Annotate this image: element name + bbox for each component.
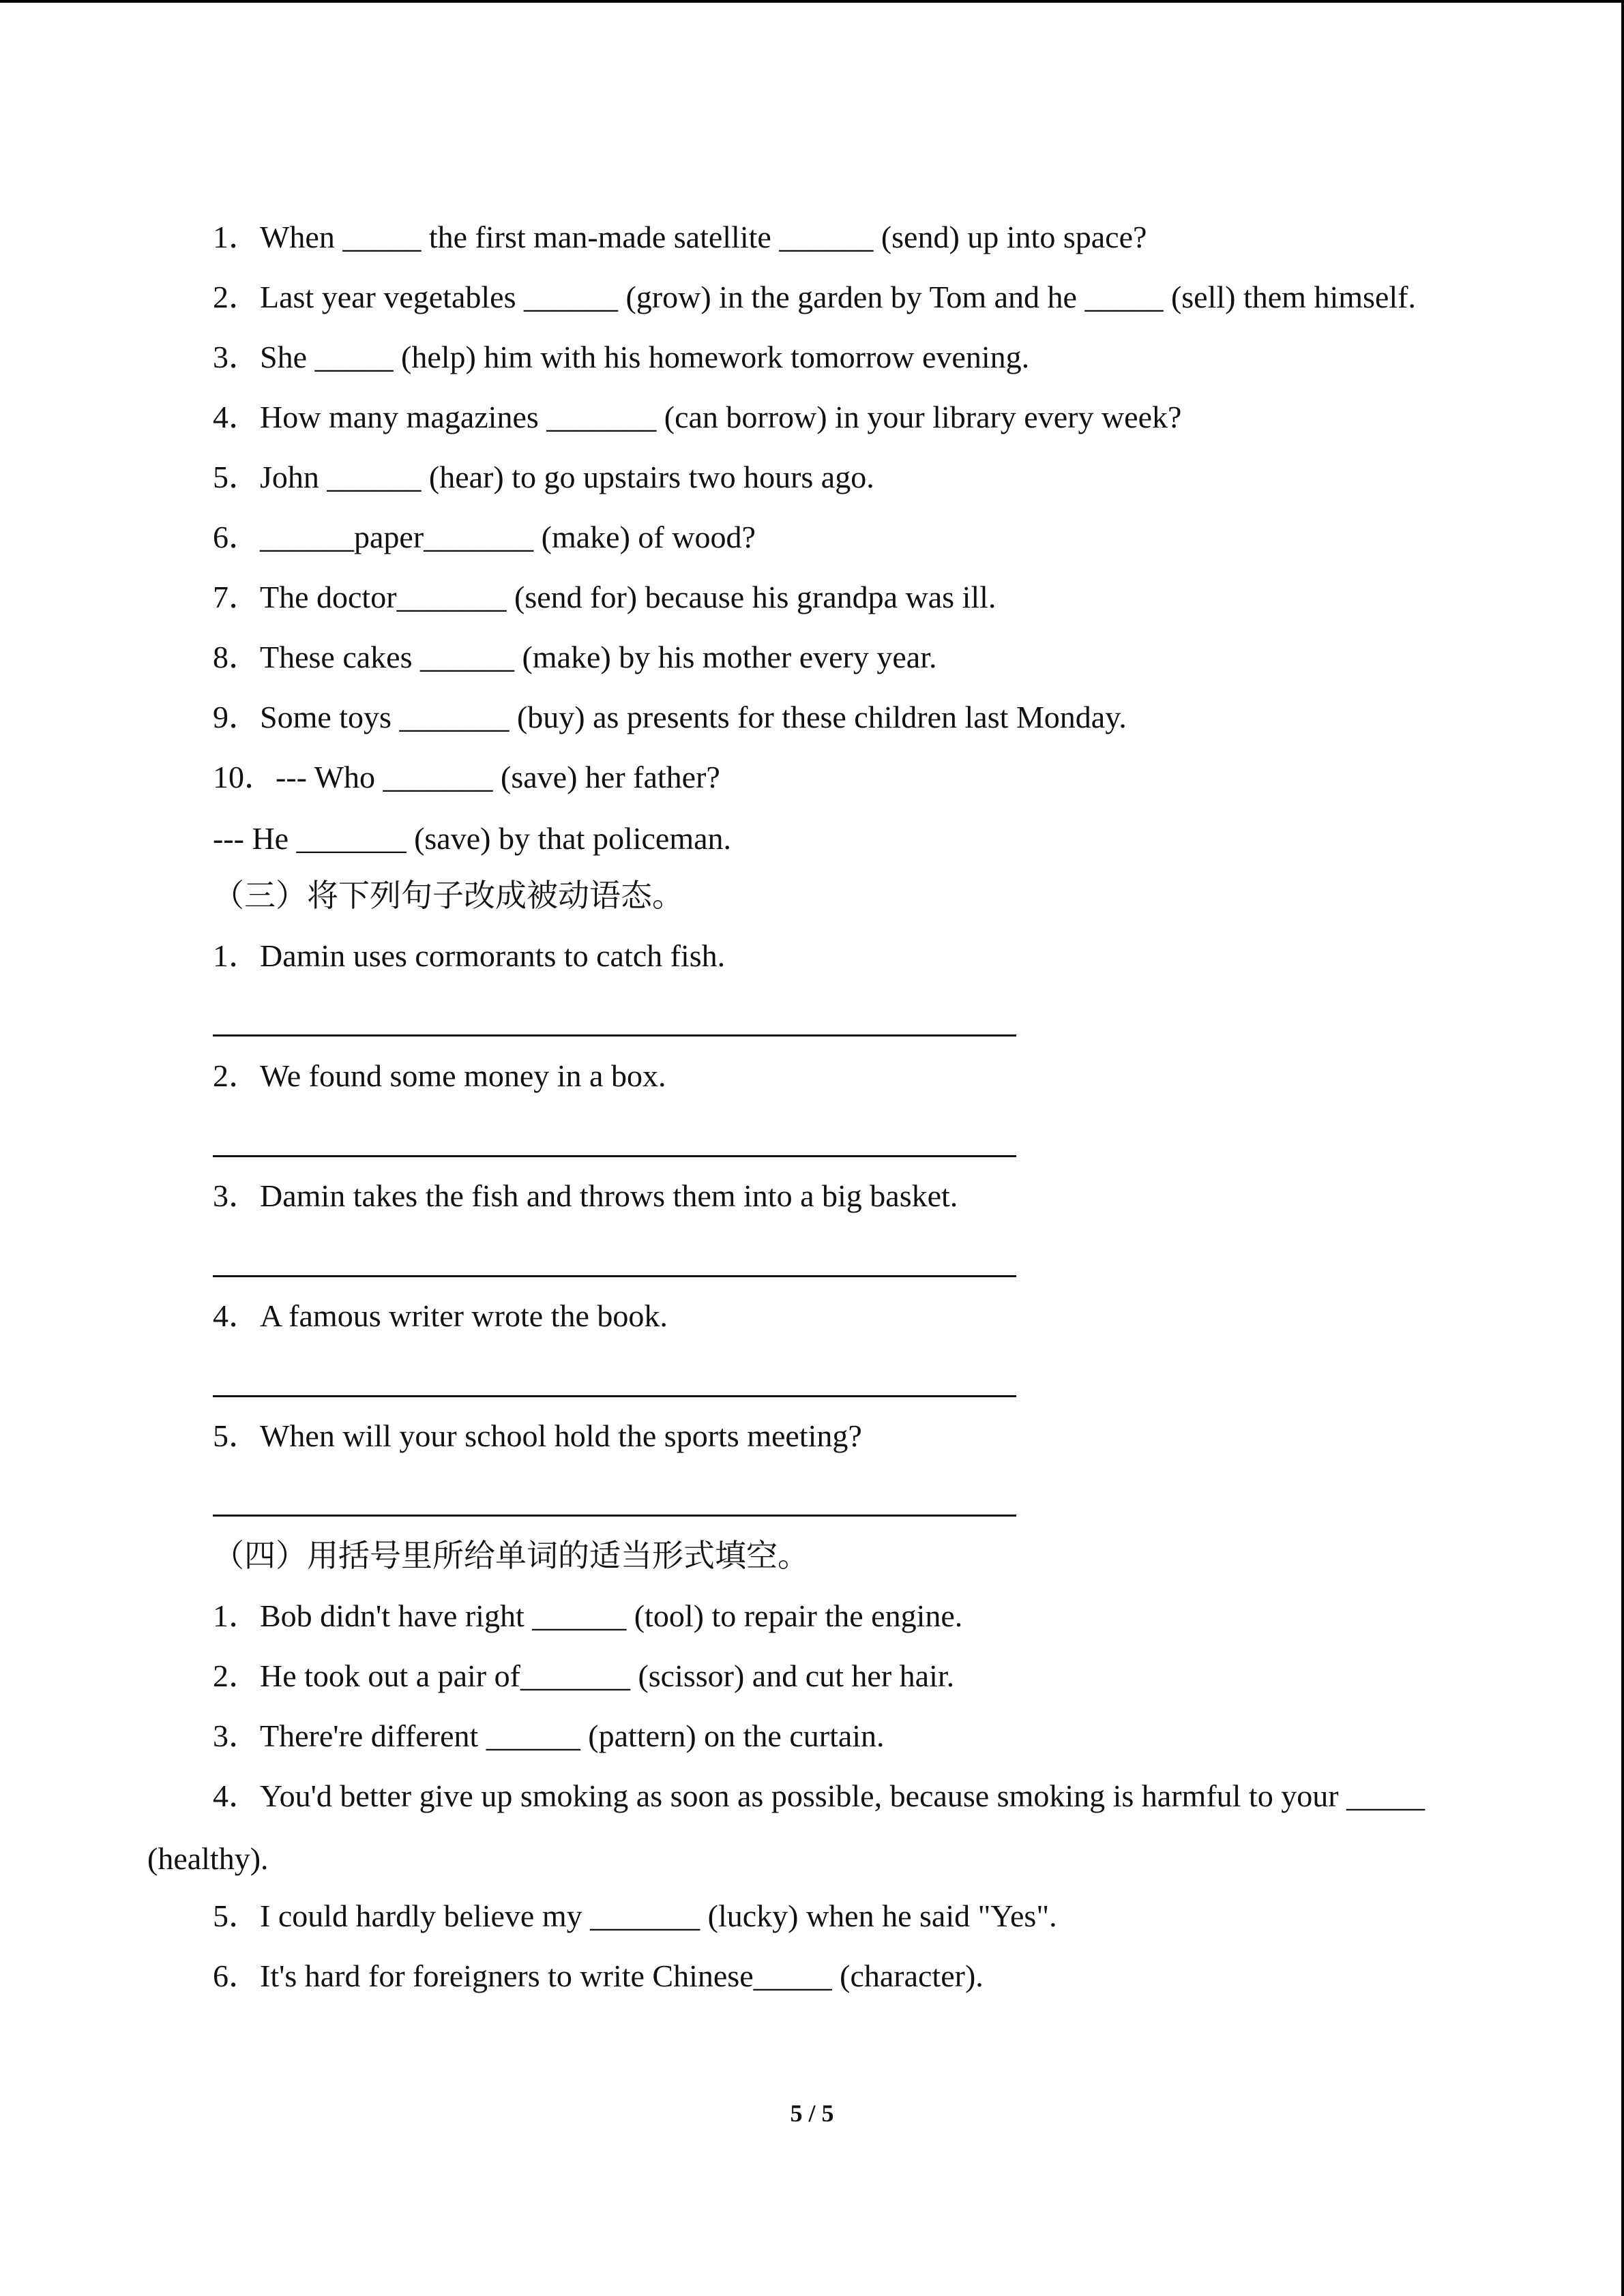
question-4-1: 1．Bob didn't have right ______ (tool) to repair the engine. bbox=[213, 1598, 963, 1633]
question-2-2: 2．Last year vegetables ______ (grow) in the garden by Tom and he _____ (sell) them himself. bbox=[213, 280, 1416, 314]
question-2-5: 5．John ______ (hear) to go upstairs two hours ago. bbox=[213, 460, 874, 494]
question-2-3: 3．She _____ (help) him with his homework tomorrow evening. bbox=[213, 340, 1030, 374]
page-number: 5 / 5 bbox=[790, 2100, 834, 2127]
question-2-9: 9．Some toys _______ (buy) as presents for these children last Monday. bbox=[213, 700, 1127, 734]
section-3-heading: （三）将下列句子改成被动语态。 bbox=[213, 878, 683, 913]
question-4-2: 2．He took out a pair of_______ (scissor) and cut her hair. bbox=[213, 1658, 955, 1693]
page-border-top bbox=[0, 0, 1624, 3]
answer-line-3-3 bbox=[213, 1275, 1016, 1277]
question-2-1: 1．When _____ the first man-made satellite ______ (send) up into space? bbox=[213, 220, 1147, 254]
question-4-3: 3．There're different ______ (pattern) on the curtain. bbox=[213, 1718, 885, 1753]
question-3-1: 1．Damin uses cormorants to catch fish. bbox=[213, 938, 726, 973]
question-2-4: 4．How many magazines _______ (can borrow) in your library every week? bbox=[213, 400, 1182, 434]
answer-line-3-5 bbox=[213, 1515, 1016, 1517]
answer-line-3-1 bbox=[213, 1034, 1016, 1037]
question-3-4: 4．A famous writer wrote the book. bbox=[213, 1298, 668, 1333]
question-4-5: 5．I could hardly believe my _______ (lucky) when he said "Yes". bbox=[213, 1898, 1057, 1933]
question-3-3: 3．Damin takes the fish and throws them into a big basket. bbox=[213, 1178, 958, 1213]
answer-line-3-4 bbox=[213, 1395, 1016, 1397]
question-2-8: 8．These cakes ______ (make) by his mother every year. bbox=[213, 640, 937, 674]
question-3-2: 2．We found some money in a box. bbox=[213, 1058, 666, 1093]
question-4-6: 6．It's hard for foreigners to write Chinese_____ (character). bbox=[213, 1958, 984, 1993]
question-4-4: 4．You'd better give up smoking as soon as possible, because smoking is harmful to your _____ bbox=[213, 1778, 1426, 1813]
answer-line-3-2 bbox=[213, 1155, 1016, 1157]
section-4-heading: （四）用括号里所给单词的适当形式填空。 bbox=[213, 1538, 809, 1573]
page-border-right bbox=[1621, 0, 1624, 2296]
question-2-10: 10．--- Who _______ (save) her father? bbox=[213, 760, 720, 794]
question-4-4-continued: (healthy). bbox=[147, 1841, 269, 1876]
question-3-5: 5．When will your school hold the sports meeting? bbox=[213, 1418, 862, 1453]
question-2-10-answer: --- He _______ (save) by that policeman. bbox=[213, 821, 732, 856]
question-2-6: 6．______paper_______ (make) of wood? bbox=[213, 520, 756, 554]
question-2-7: 7．The doctor_______ (send for) because his grandpa was ill. bbox=[213, 580, 996, 614]
